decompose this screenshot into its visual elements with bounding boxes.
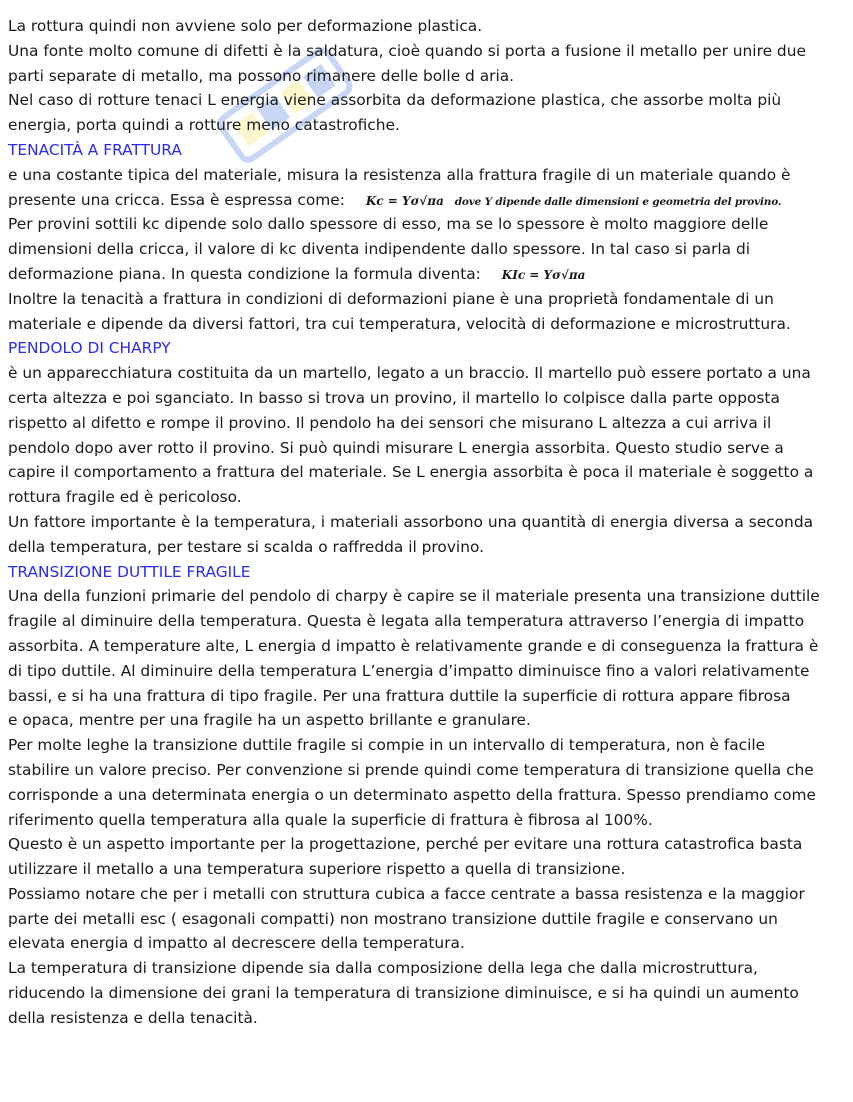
section-heading-transizione: TRANSIZIONE DUTTILE FRAGILE [8,562,251,581]
paragraph-line: bassi, e si ha una frattura di tipo fragile. Per una frattura duttile la superficie di rottura appare fibrosa [8,686,791,705]
formula-note: dove Y dipende dalle dimensioni e geometria del provino. [454,195,782,208]
section-heading-charpy: PENDOLO DI CHARPY [8,339,171,358]
paragraph-line: riferimento quella temperatura alla quale la superficie di frattura è fibrosa al 100%. [8,810,653,829]
paragraph-line: La temperatura di transizione dipende sia dalla composizione della lega che dalla microstruttura, [8,959,758,978]
paragraph-text: presente una cricca. Essa è espressa come: [8,190,345,209]
paragraph-line: Questo è un aspetto importante per la progettazione, perché per evitare una rottura catastrofica basta [8,835,803,854]
paragraph-line: capire il comportamento a frattura del materiale. Se L energia assorbita è poca il materiale è soggetto a [8,463,814,482]
paragraph-line: Nel caso di rotture tenaci L energia viene assorbita da deformazione plastica, che assorbe molta più [8,91,782,110]
paragraph-line-with-formula [8,188,838,213]
paragraph-line: pendolo dopo aver rotto il provino. Si può quindi misurare L energia assorbita. Questo studio serve a [8,438,784,457]
paragraph-line: della resistenza e della tenacità. [8,1008,258,1027]
paragraph-line: fragile al diminuire della temperatura. Questa è legata alla temperatura attraverso l’energia di impatto [8,612,805,631]
paragraph-line: stabilire un valore preciso. Per convenzione si prende quindi come temperatura di transizione quella che [8,760,814,779]
paragraph-line: rispetto al difetto e rompe il provino. Il pendolo ha dei sensori che misurano L altezza a cui arriva il [8,413,772,432]
paragraph-line: Per provini sottili kc dipende solo dallo spessore di esso, ma se lo spessore è molto maggiore delle [8,215,769,234]
section-heading-tenacita: TENACITÀ A FRATTURA [8,140,182,159]
formula-kc: Kc = Yσ√πa [365,193,444,208]
paragraph-line: Possiamo notare che per i metalli con struttura cubica a facce centrate a bassa resistenza e la maggior [8,884,805,903]
paragraph-line: energia, porta quindi a rotture meno catastrofiche. [8,116,400,135]
paragraph-line: elevata energia d impatto al decrescere della temperatura. [8,934,465,953]
paragraph-line: utilizzare il metallo a una temperatura superiore rispetto a quella di transizione. [8,860,626,879]
document-page [8,14,838,1031]
paragraph-line: Un fattore importante è la temperatura, i materiali assorbono una quantità di energia diversa a seconda [8,512,814,531]
paragraph-line: parte dei metalli esc ( esagonali compatti) non mostrano transizione duttile fragile e conservano un [8,909,778,928]
paragraph-line: certa altezza e poi sganciato. In basso si trova un provino, il martello lo colpisce dalla parte opposta [8,388,780,407]
paragraph-line: La rottura quindi non avviene solo per deformazione plastica. [8,17,483,35]
paragraph-line: rottura fragile ed è pericoloso. [8,488,242,507]
paragraph-line: Per molte leghe la transizione duttile fragile si compie in un intervallo di temperatura, non è facile [8,736,766,755]
paragraph-line: Una fonte molto comune di difetti è la saldatura, cioè quando si porta a fusione il metallo per unire due [8,41,806,60]
paragraph-line: dimensioni della cricca, il valore di kc diventa indipendente dallo spessore. In tal caso si parla di [8,240,751,259]
paragraph-line: Inoltre la tenacità a frattura in condizioni di deformazioni piane è una proprietà fondamentale di un [8,289,774,308]
paragraph-line: Una della funzioni primarie del pendolo di charpy è capire se il materiale presenta una transizione duttile [8,587,820,606]
paragraph-line: parti separate di metallo, ma possono rimanere delle bolle d aria. [8,66,515,85]
paragraph-line: riducendo la dimensione dei grani la temperatura di transizione diminuisce, e si ha quindi un aumento [8,984,799,1003]
paragraph-line: materiale e dipende da diversi fattori, tra cui temperatura, velocità di deformazione e microstruttura. [8,314,791,333]
paragraph-text: deformazione piana. In questa condizione la formula diventa: [8,264,481,283]
paragraph-line: è un apparecchiatura costituita da un martello, legato a un braccio. Il martello può essere portato a una [8,364,811,383]
paragraph-line: di tipo duttile. Al diminuire della temperatura L’energia d’impatto diminuisce fino a valori relativamente [8,661,810,680]
paragraph-line: e opaca, mentre per una fragile ha un aspetto brillante e granulare. [8,711,531,730]
formula-kic: KIc = Yσ√πa [501,267,586,282]
paragraph-line: della temperatura, per testare si scalda o raffredda il provino. [8,537,484,556]
paragraph-line: corrisponde a una determinata energia o un determinato aspetto della frattura. Spesso prendiamo come [8,785,816,804]
paragraph-line: e una costante tipica del materiale, misura la resistenza alla frattura fragile di un materiale quando è [8,165,791,184]
paragraph-line: assorbita. A temperature alte, L energia d impatto è relativamente grande e di conseguenza la frattura è [8,636,819,655]
paragraph-line-with-formula [8,262,838,287]
